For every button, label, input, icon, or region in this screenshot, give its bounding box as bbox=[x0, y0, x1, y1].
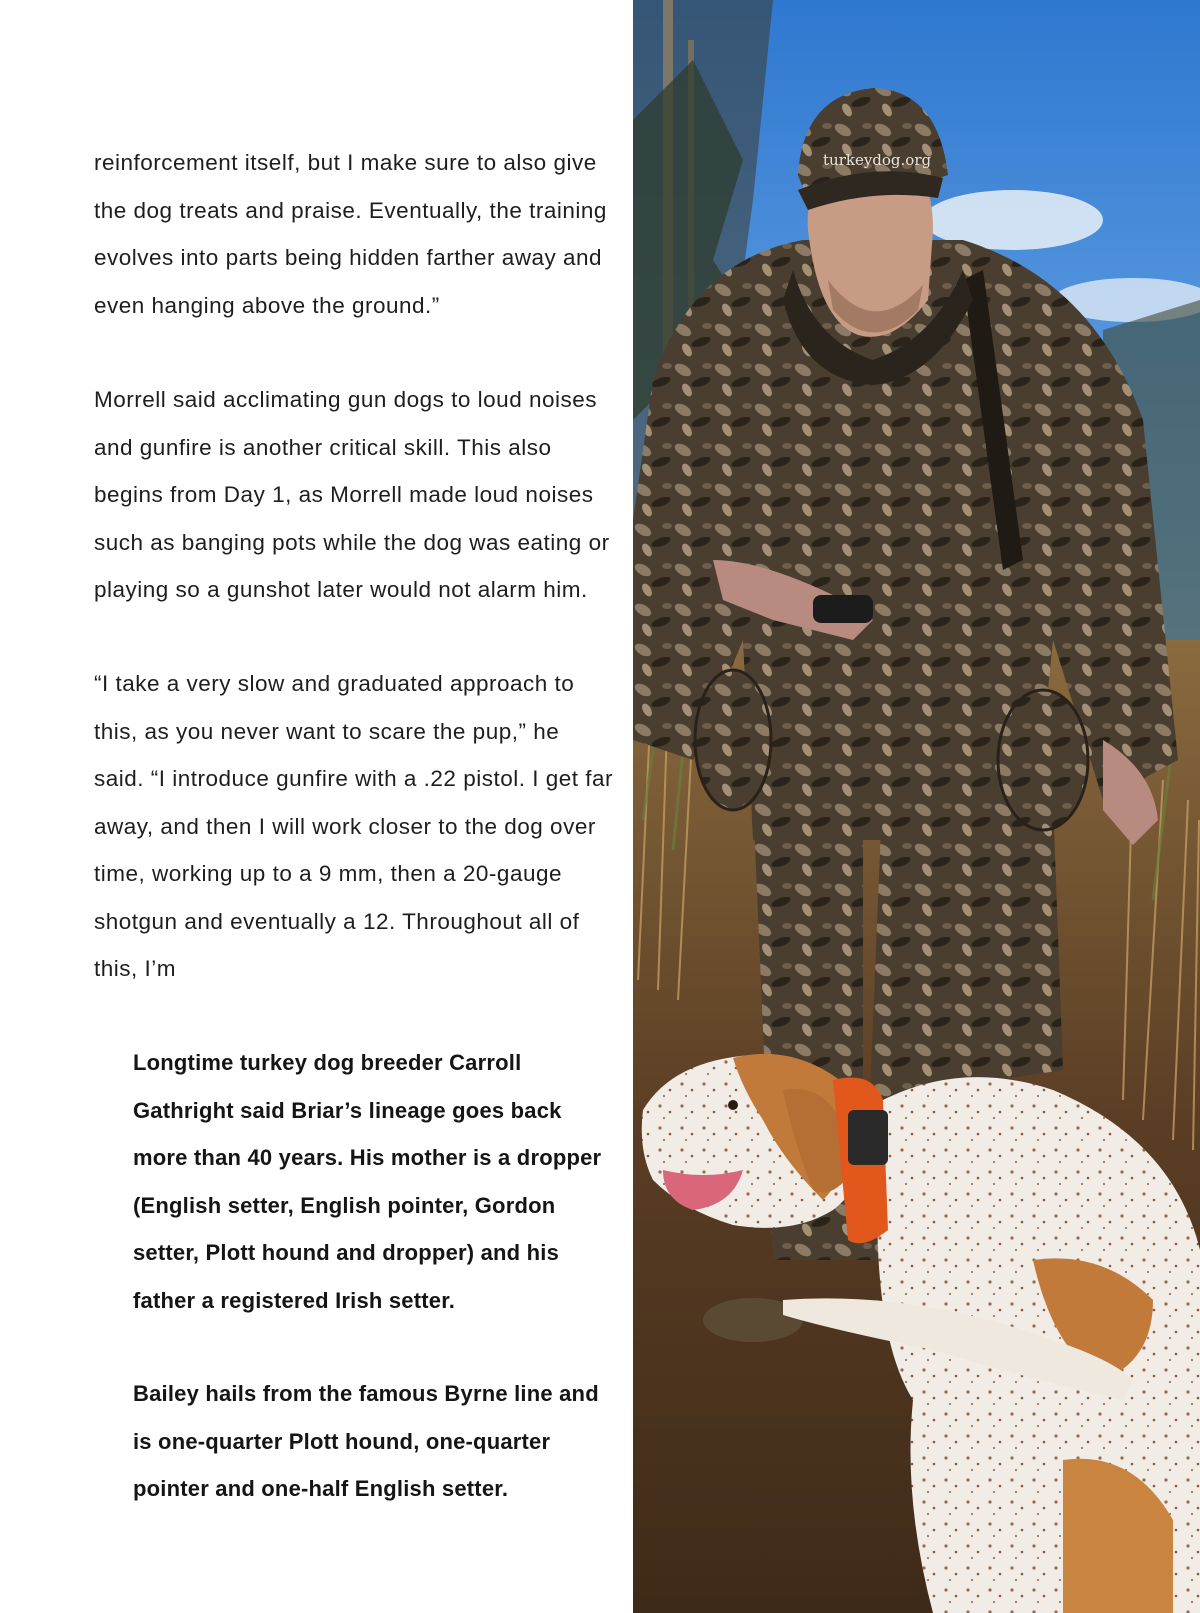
cap-logo-text: turkeydog.org bbox=[823, 151, 932, 169]
article-paragraph: reinforcement itself, but I make sure to also give the dog treats and praise. Eventually, the training evolves into parts being hidden farther away and even hanging above the ground.” bbox=[94, 150, 607, 318]
photo-caption-briar: Longtime turkey dog breeder Carroll Gathright said Briar’s lineage goes back more than 40 years. His mother is a dropper (English setter, English pointer, Gordon setter, Plott hound and dropper) and his father a registered Irish setter. bbox=[133, 1050, 602, 1313]
photo-caption-bailey: Bailey hails from the famous Byrne line and is one-quarter Plott hound, one-quarter pointer and one-half English setter. bbox=[133, 1381, 599, 1501]
article-paragraph: Morrell said acclimating gun dogs to loud noises and gunfire is another critical skill. This also begins from Day 1, as Morrell made loud noises such as banging pots while the dog was eating or playing so a gunshot later would not alarm him. bbox=[94, 387, 610, 602]
hunter-with-dog-photo bbox=[633, 0, 1200, 1613]
article-paragraph: “I take a very slow and graduated approach to this, as you never want to scare the pup,” he said. “I introduce gunfire with a .22 pistol. I get far away, and then I will work closer to the dog over time, working up to a 9 mm, then a 20-gauge shotgun and eventually a 12. Throughout all of this, I’m bbox=[94, 671, 614, 981]
